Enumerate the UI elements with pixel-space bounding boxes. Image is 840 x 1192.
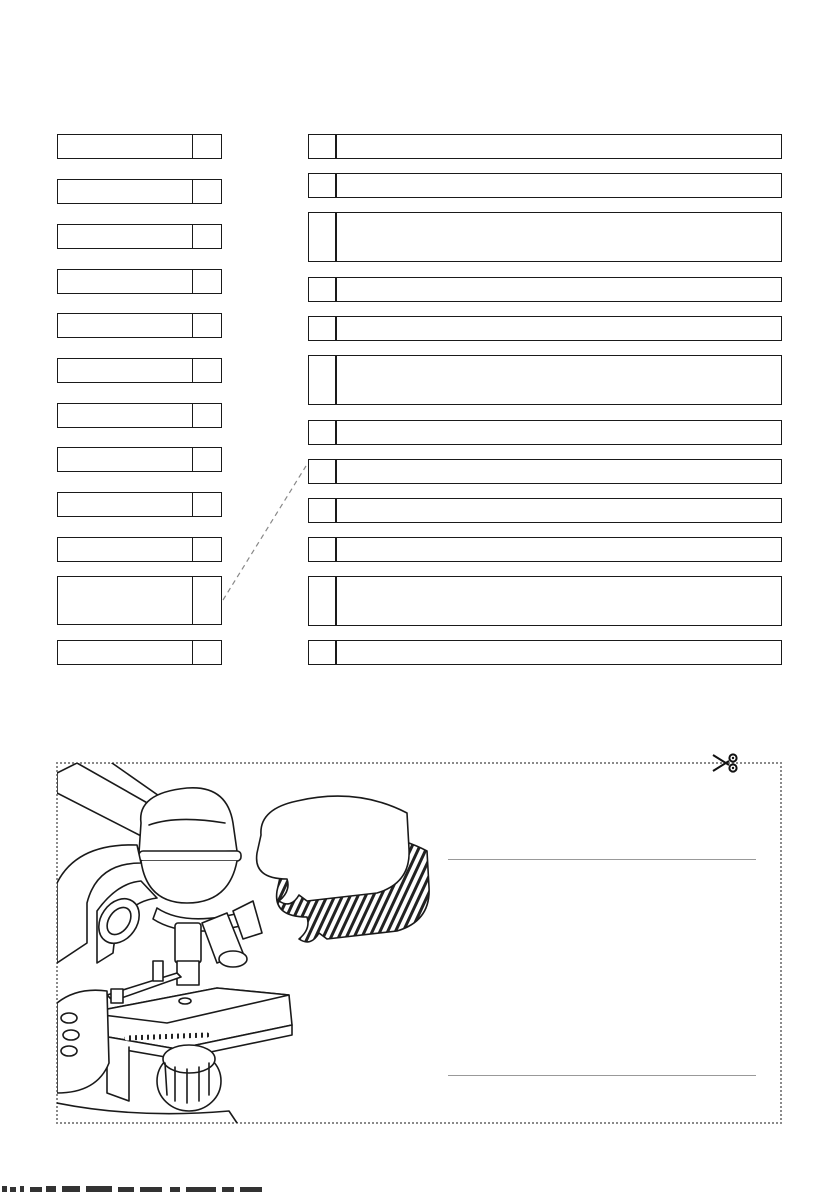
cropped-footer-text [0, 1184, 300, 1192]
note-bottom-rule [448, 1075, 756, 1076]
microscope-illustration [57, 763, 781, 1123]
note-top-rule [448, 859, 756, 860]
